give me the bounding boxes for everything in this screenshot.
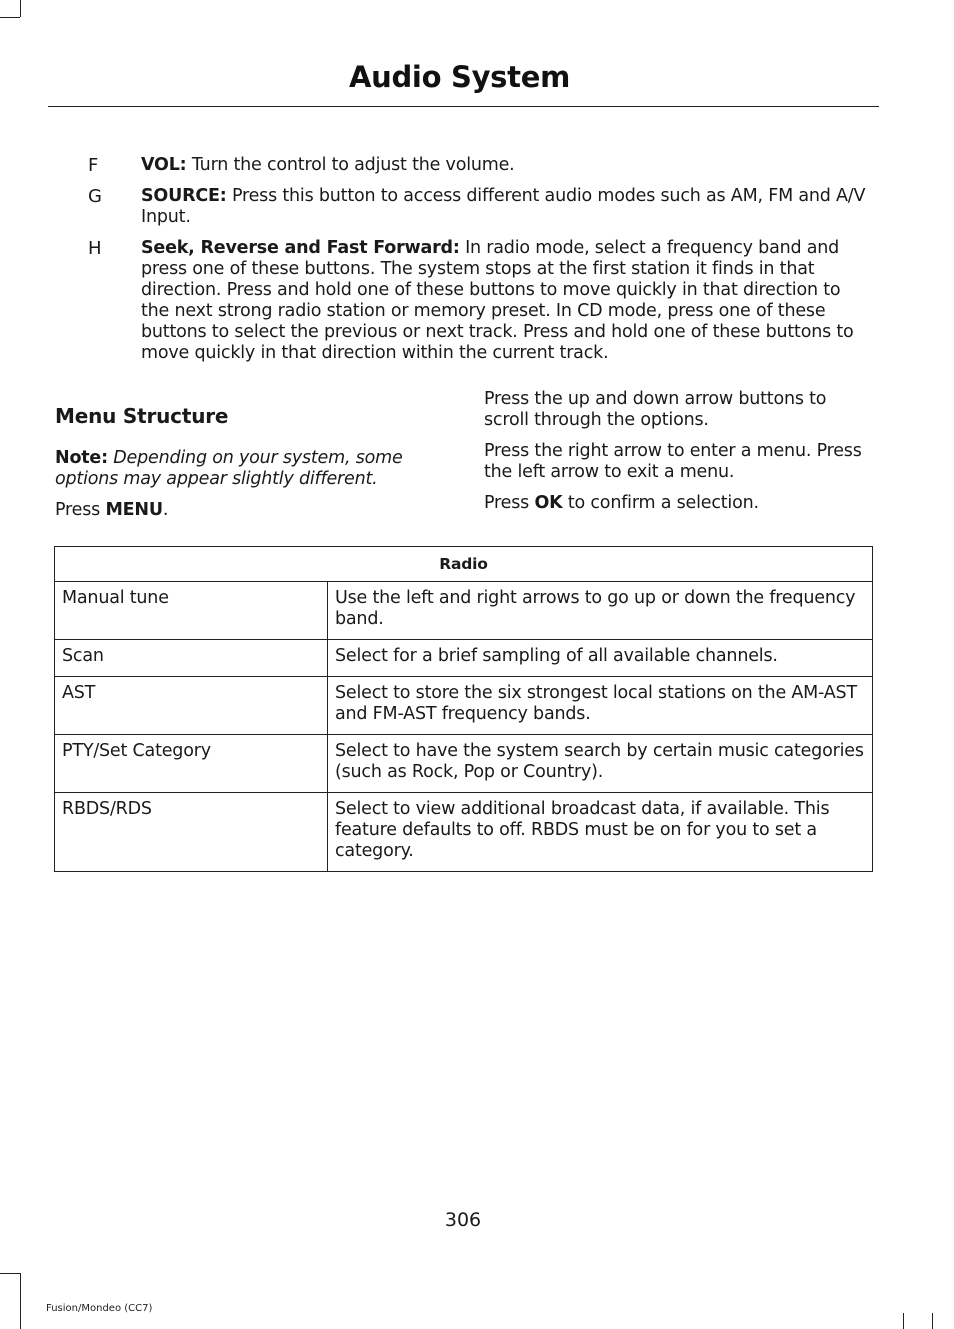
table-header: Radio	[55, 547, 873, 582]
item-label: VOL:	[141, 155, 187, 175]
option-name: Scan	[55, 640, 328, 677]
radio-menu-table	[54, 546, 873, 872]
note-label: Note:	[55, 448, 108, 468]
list-item	[0, 186, 954, 228]
crop-mark	[20, 1273, 21, 1329]
ok-instruction: Press OK to confirm a selection.	[484, 493, 759, 513]
crop-mark	[0, 17, 20, 18]
crop-mark	[903, 1313, 904, 1329]
option-name: AST	[55, 677, 328, 735]
arrow-instruction: Press the up and down arrow buttons to scroll through the options.	[484, 389, 827, 430]
option-description: Select to view additional broadcast data, if available. This feature defaults to off. RBDS must be on for you to set a category.	[328, 793, 873, 872]
footer-model-code: Fusion/Mondeo (CC7)	[46, 1303, 153, 1314]
section-heading: Menu Structure	[55, 404, 229, 428]
item-letter: G	[88, 186, 102, 207]
page-number: 306	[444, 1209, 482, 1231]
table-row	[55, 582, 873, 640]
option-description: Select to have the system search by certain music categories (such as Rock, Pop or Country).	[328, 735, 873, 793]
item-label: SOURCE:	[141, 186, 227, 206]
crop-mark	[20, 0, 21, 17]
title-divider	[48, 106, 879, 107]
option-name: PTY/Set Category	[55, 735, 328, 793]
item-description: Press this button to access different audio modes such as AM, FM and A/V Input.	[141, 186, 866, 227]
item-description: In radio mode, select a frequency band and press one of these buttons. The system stops at the first station it finds in that direction. Press and hold one of these buttons to move quickly in that direction to the next strong radio station or memory preset. In CD mode, press one of these buttons to select the previous or next track. Press and hold one of these buttons to move quickly in that direction within the current track.	[141, 238, 854, 363]
page-title: Audio System	[348, 60, 570, 94]
option-description: Use the left and right arrows to go up or down the frequency band.	[328, 582, 873, 640]
table-row	[55, 735, 873, 793]
item-description: Turn the control to adjust the volume.	[191, 155, 515, 175]
item-letter: F	[88, 155, 99, 176]
menu-structure-right	[484, 389, 876, 524]
table-row	[55, 640, 873, 677]
option-description: Select to store the six strongest local stations on the AM-AST and FM-AST frequency bands.	[328, 677, 873, 735]
table-row	[55, 677, 873, 735]
option-name: RBDS/RDS	[55, 793, 328, 872]
note	[55, 448, 435, 490]
item-label: Seek, Reverse and Fast Forward:	[141, 238, 460, 258]
option-name: Manual tune	[55, 582, 328, 640]
enter-exit-instruction: Press the right arrow to enter a menu. Press the left arrow to exit a menu.	[484, 441, 862, 482]
crop-mark	[932, 1313, 933, 1329]
ok-key: OK	[534, 493, 563, 513]
list-item	[0, 238, 954, 364]
table-row	[55, 793, 873, 872]
crop-mark	[0, 1273, 20, 1274]
note-text: Depending on your system, some options may appear slightly different.	[55, 448, 403, 489]
control-descriptions	[0, 155, 954, 374]
menu-key: MENU	[105, 500, 163, 520]
item-letter: H	[88, 238, 102, 259]
option-description: Select for a brief sampling of all available channels.	[328, 640, 873, 677]
menu-structure-left	[55, 404, 435, 531]
list-item	[0, 155, 954, 176]
press-menu-instruction: Press MENU.	[55, 500, 169, 520]
